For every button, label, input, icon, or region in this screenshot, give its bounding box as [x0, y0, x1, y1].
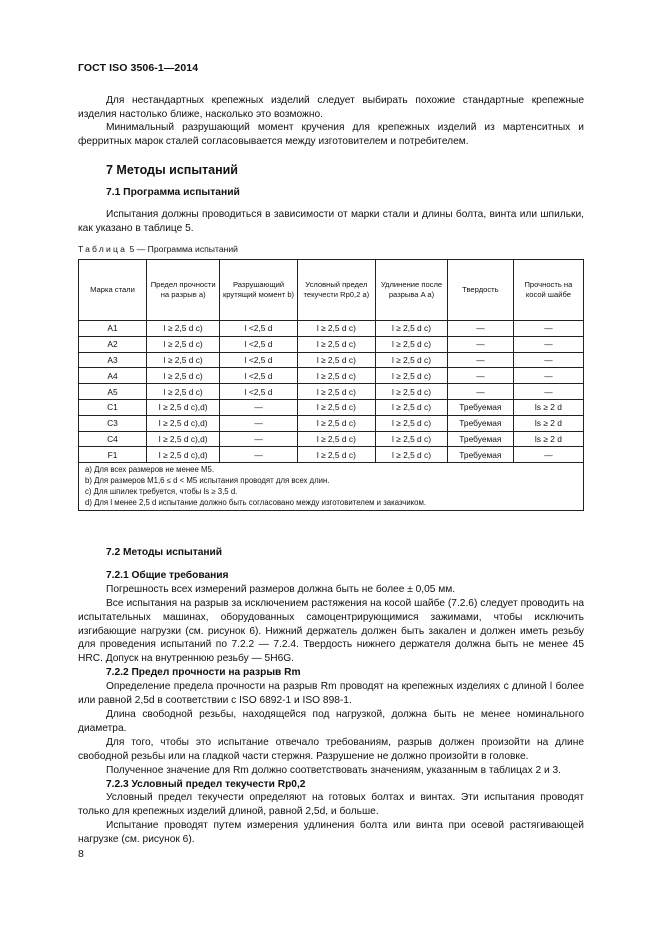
table-cell: l <2,5 d [220, 336, 297, 352]
paragraph: Погрешность всех измерений размеров должна быть не более ± 0,05 мм. [106, 583, 456, 595]
table-caption [78, 244, 238, 254]
page-number: 8 [78, 848, 84, 860]
table-caption-label: Таблица [78, 244, 128, 254]
table-cell: l ≥ 2,5 d c) [297, 399, 375, 415]
table-cell: C1 [79, 399, 147, 415]
table-cell: l ≥ 2,5 d c) [297, 431, 375, 447]
table-cell: A5 [79, 384, 147, 400]
table-cell: ls ≥ 2 d [513, 431, 583, 447]
table-cell: — [220, 415, 297, 431]
section-7-2-block [78, 546, 584, 847]
section-7-2-2-title: 7.2.2 Предел прочности на разрыв Rm [106, 667, 301, 679]
table-row [79, 336, 584, 352]
table-cell: — [448, 336, 514, 352]
section-7-2-title: 7.2 Методы испытаний [106, 547, 223, 558]
table-note: c) Для шпилек требуется, чтобы ls ≥ 3,5 d. [85, 486, 238, 496]
paragraph: Длина свободной резьбы, находящейся под нагрузкой, должна быть не менее номинального диаметра. [78, 708, 584, 734]
table-row [79, 431, 584, 447]
table-note: a) Для всех размеров не менее М5. [85, 465, 214, 475]
col-header: Твердость [448, 260, 514, 321]
table-notes-row [79, 463, 584, 511]
table-cell: A4 [79, 368, 147, 384]
paragraph: Определение предела прочности на разрыв Rm проводят на крепежных изделиях с длиной l более или равной 2,5d в соответствии с ISO 6892-1 и ISO 898-1. [78, 681, 584, 707]
table-notes [79, 463, 584, 511]
table-cell: l ≥ 2,5 d c) [375, 447, 447, 463]
col-header: Прочность на косой шайбе [513, 260, 583, 321]
table-cell: l ≥ 2,5 d c) [375, 384, 447, 400]
table-cell: Требуемая [448, 431, 514, 447]
section-7-2-3-title: 7.2.3 Условный предел текучести Rp0,2 [106, 778, 306, 790]
table-cell: — [220, 399, 297, 415]
table-cell: ls ≥ 2 d [513, 415, 583, 431]
table-cell: — [513, 447, 583, 463]
table-cell: l <2,5 d [220, 384, 297, 400]
paragraph: Для того, чтобы это испытание отвечало требованиям, разрыв должен произойти на длине свободной резьбы или на гладкой части стержня. Разрушение не должно произойти в головке. [78, 736, 584, 762]
table-body [79, 321, 584, 511]
intro-block [78, 94, 584, 148]
col-header: Условный предел текучести Rp0,2 a) [297, 260, 375, 321]
table-cell: l ≥ 2,5 d c) [375, 336, 447, 352]
table-cell: l ≥ 2,5 d c) [146, 368, 219, 384]
table-cell: ls ≥ 2 d [513, 399, 583, 415]
table-cell: l ≥ 2,5 d c) [375, 415, 447, 431]
table-cell: l ≥ 2,5 d c) [297, 447, 375, 463]
col-header: Предел прочности на разрыв a) [146, 260, 219, 321]
table-cell: — [448, 384, 514, 400]
section-7-2-1-title: 7.2.1 Общие требования [106, 569, 229, 581]
col-header: Марка стали [79, 260, 147, 321]
table-cell: l ≥ 2,5 d c),d) [146, 399, 219, 415]
table-cell: Требуемая [448, 415, 514, 431]
table-cell: — [220, 431, 297, 447]
table-row [79, 321, 584, 337]
table-cell: l ≥ 2,5 d c) [375, 368, 447, 384]
table-row [79, 399, 584, 415]
table-note: b) Для размеров М1,6 ≤ d < М5 испытания проводят для всех длин. [85, 475, 330, 485]
table-cell: l ≥ 2,5 d c),d) [146, 415, 219, 431]
table-cell: C4 [79, 431, 147, 447]
table-cell: — [513, 336, 583, 352]
intro-paragraph-2: Минимальный разрушающий момент кручения для крепежных изделий из мартенситных и ферритных марок сталей согласовывается между изготовителем и потребителем. [78, 122, 584, 147]
table-cell: — [513, 368, 583, 384]
table-row [79, 384, 584, 400]
table-cell: — [448, 368, 514, 384]
table-row [79, 368, 584, 384]
table-cell: — [220, 447, 297, 463]
table-cell: l ≥ 2,5 d c) [297, 321, 375, 337]
table-cell: — [513, 352, 583, 368]
table-row [79, 352, 584, 368]
table-cell: l ≥ 2,5 d c) [146, 321, 219, 337]
paragraph: Полученное значение для Rm должно соответствовать значениям, указанным в таблицах 2 и 3. [106, 764, 562, 776]
table-cell: l <2,5 d [220, 352, 297, 368]
section-7-1-title: 7.1 Программа испытаний [106, 187, 240, 198]
table-caption-text: 5 — Программа испытаний [129, 244, 238, 254]
table-note: d) Для l менее 2,5 d испытание должно быть согласовано между изготовителем и заказчиком. [85, 497, 427, 507]
table-cell: A2 [79, 336, 147, 352]
section-7-1-text: Испытания должны проводиться в зависимости от марки стали и длины болта, винта или шпильки, как указано в таблице 5. [78, 209, 584, 234]
table-cell: l ≥ 2,5 d c) [375, 399, 447, 415]
table-cell: — [513, 321, 583, 337]
table-cell: l ≥ 2,5 d c),d) [146, 447, 219, 463]
table-cell: l ≥ 2,5 d c) [146, 352, 219, 368]
table-cell: — [513, 384, 583, 400]
section-7-title: 7 Методы испытаний [106, 163, 238, 177]
table-row [79, 447, 584, 463]
table-cell: l ≥ 2,5 d c) [297, 368, 375, 384]
section-7-1-text-block [78, 208, 584, 235]
table-cell: l ≥ 2,5 d c) [297, 384, 375, 400]
paragraph: Все испытания на разрыв за исключением растяжения на косой шайбе (7.2.6) следует проводить на испытательных машинах, оборудованных самоцентрирующимися зажимами, чтобы исключить изгибающие нагрузки (см. рисунок 6). Нижний держатель должен быть закален и должен иметь резьбу для проведения испытаний по 7.2.2 — 7.2.4. Твердость нижнего держателя должна быть не менее 45 HRC. Допуск на внутреннюю резьбу — 5Н6G. [78, 597, 584, 665]
table-cell: l ≥ 2,5 d c) [375, 431, 447, 447]
table-cell: l ≥ 2,5 d c) [297, 336, 375, 352]
table-cell: l <2,5 d [220, 321, 297, 337]
document-header: ГОСТ ISO 3506-1—2014 [78, 62, 199, 74]
table-cell: l ≥ 2,5 d c) [146, 384, 219, 400]
table-cell: A1 [79, 321, 147, 337]
table-cell: Требуемая [448, 399, 514, 415]
intro-paragraph-1: Для нестандартных крепежных изделий следует выбирать похожие стандартные крепежные изделия настолько ближе, насколько это возможно. [78, 95, 584, 120]
table-cell: F1 [79, 447, 147, 463]
table-cell: l ≥ 2,5 d c) [297, 352, 375, 368]
table-cell: l ≥ 2,5 d c) [146, 336, 219, 352]
table-row [79, 415, 584, 431]
table-cell: A3 [79, 352, 147, 368]
table-cell: l ≥ 2,5 d c),d) [146, 431, 219, 447]
table-5 [78, 259, 584, 511]
paragraph: Испытание проводят путем измерения удлинения болта или винта при осевой растягивающей нагрузке (см. рисунок 6). [78, 820, 584, 846]
table-cell: l ≥ 2,5 d c) [375, 321, 447, 337]
table-cell: Требуемая [448, 447, 514, 463]
paragraph: Условный предел текучести определяют на готовых болтах и винтах. Эти испытания проводят только для крепежных изделий длиной, равной 2,5d, и больше. [78, 792, 584, 818]
table-cell: l <2,5 d [220, 368, 297, 384]
table-cell: — [448, 352, 514, 368]
table-cell: — [448, 321, 514, 337]
table-cell: C3 [79, 415, 147, 431]
col-header: Разрушающий крутящий момент b) [220, 260, 297, 321]
table-cell: l ≥ 2,5 d c) [297, 415, 375, 431]
table-cell: l ≥ 2,5 d c) [375, 352, 447, 368]
col-header: Удлинение после разрыва A a) [375, 260, 447, 321]
table-header-row [79, 260, 584, 321]
